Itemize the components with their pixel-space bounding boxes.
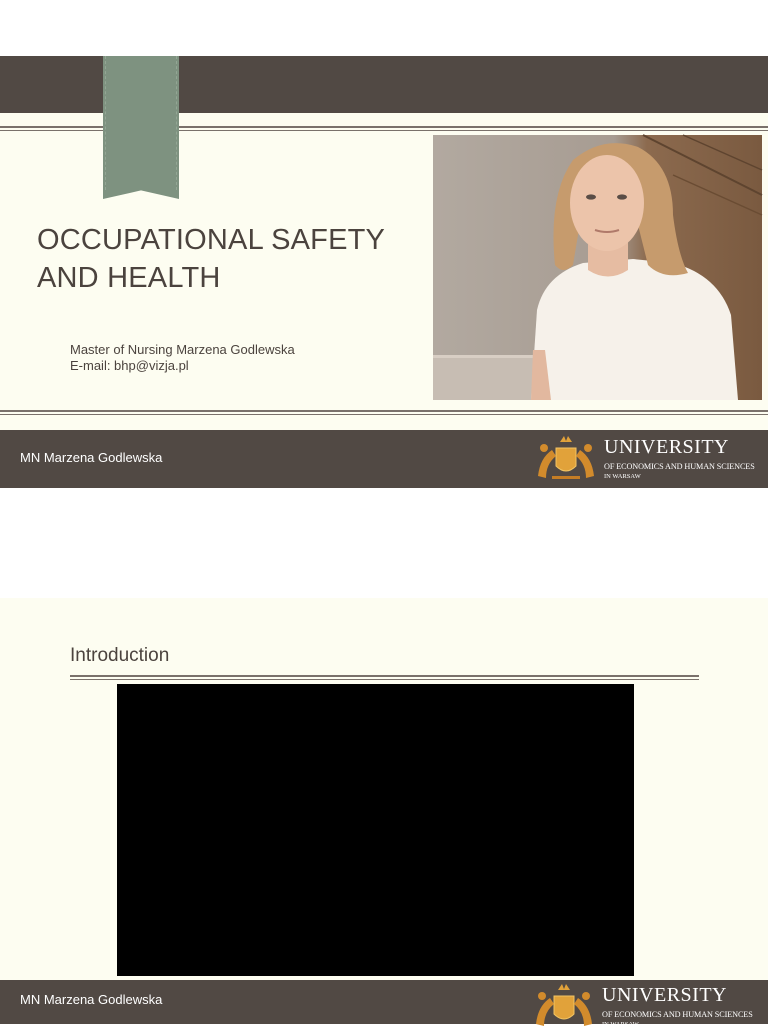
video-placeholder[interactable] xyxy=(117,684,634,976)
crest-icon xyxy=(534,436,598,482)
ribbon-stitching xyxy=(105,56,177,190)
title-slide xyxy=(0,56,768,488)
heading-divider xyxy=(70,675,699,680)
logo-subtitle: OF ECONOMICS AND HUMAN SCIENCES xyxy=(604,462,755,471)
footer-author: MN Marzena Godlewska xyxy=(20,450,163,465)
introduction-slide xyxy=(0,598,768,1028)
slide-heading: Introduction xyxy=(70,645,170,666)
presenter-email: E-mail: bhp@vizja.pl xyxy=(70,358,189,373)
crest-icon xyxy=(532,984,596,1030)
footer-band xyxy=(0,430,768,488)
slide-title-line-2: AND HEALTH xyxy=(37,262,221,294)
footer-divider xyxy=(0,410,768,415)
university-logo xyxy=(532,984,764,1028)
presenter-photo xyxy=(433,135,762,400)
logo-wordmark: UNIVERSITY xyxy=(602,984,727,1006)
university-logo xyxy=(534,436,764,482)
logo-location: IN WARSAW xyxy=(604,473,641,480)
slide-title-line-1: OCCUPATIONAL SAFETY xyxy=(37,224,386,256)
presenter-name: Master of Nursing Marzena Godlewska xyxy=(70,342,295,357)
logo-wordmark: UNIVERSITY xyxy=(604,436,729,458)
footer-band xyxy=(0,980,768,1028)
footer-author: MN Marzena Godlewska xyxy=(20,992,163,1007)
logo-location: IN WARSAW xyxy=(602,1021,639,1028)
logo-subtitle: OF ECONOMICS AND HUMAN SCIENCES xyxy=(602,1010,753,1019)
